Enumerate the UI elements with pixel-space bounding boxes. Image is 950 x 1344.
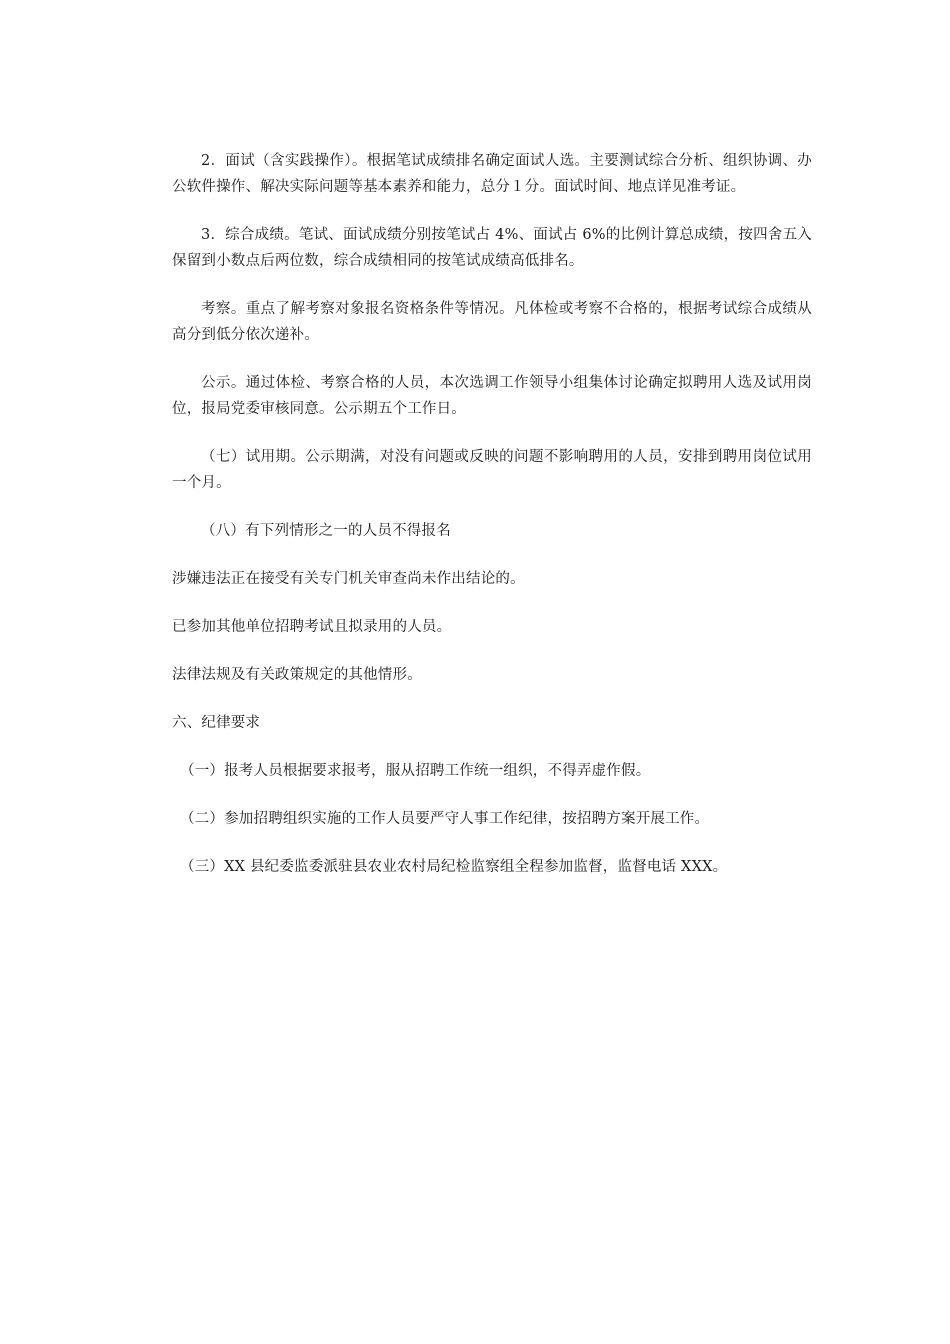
paragraph-ineligible-item-3: 法律法规及有关政策规定的其他情形。: [172, 667, 422, 683]
paragraph-discipline-1: （一）报考人员根据要求报考，服从招聘工作统一组织，不得弄虚作假。: [180, 763, 651, 779]
paragraph-ineligible-heading: （八）有下列情形之一的人员不得报名: [201, 523, 451, 539]
paragraph-discipline-2: （二）参加招聘组织实施的工作人员要严守人事工作纪律，按招聘方案开展工作。: [180, 811, 710, 827]
paragraph-composite-score: 3．综合成绩。笔试、面试成绩分别按笔试占 4%、面试占 6%的比例计算总成绩，按四舍五入保留到小数点后两位数，综合成绩相同的按笔试成绩高低排名。: [172, 227, 812, 269]
paragraph-inspection: 考察。重点了解考察对象报名资格条件等情况。凡体检或考察不合格的，根据考试综合成绩从高分到低分依次递补。: [172, 301, 812, 343]
paragraph-interview: 2．面试（含实践操作）。根据笔试成绩排名确定面试人选。主要测试综合分析、组织协调、办公软件操作、解决实际问题等基本素养和能力，总分１分。面试时间、地点详见准考证。: [172, 153, 812, 195]
paragraph-discipline-3: （三）XX 县纪委监委派驻县农业农村局纪检监察组全程参加监督，监督电话 XXX。: [180, 859, 728, 875]
section-heading-discipline: 六、纪律要求: [172, 715, 261, 731]
paragraph-ineligible-item-1: 涉嫌违法正在接受有关专门机关审查尚未作出结论的。: [172, 571, 525, 587]
paragraph-publicity: 公示。通过体检、考察合格的人员，本次选调工作领导小组集体讨论确定拟聘用人选及试用岗位，报局党委审核同意。公示期五个工作日。: [172, 375, 812, 417]
paragraph-probation: （七）试用期。公示期满，对没有问题或反映的问题不影响聘用的人员，安排到聘用岗位试用一个月。: [172, 449, 812, 491]
document-page: [172, 148, 812, 902]
paragraph-ineligible-item-2: 已参加其他单位招聘考试且拟录用的人员。: [172, 619, 452, 635]
